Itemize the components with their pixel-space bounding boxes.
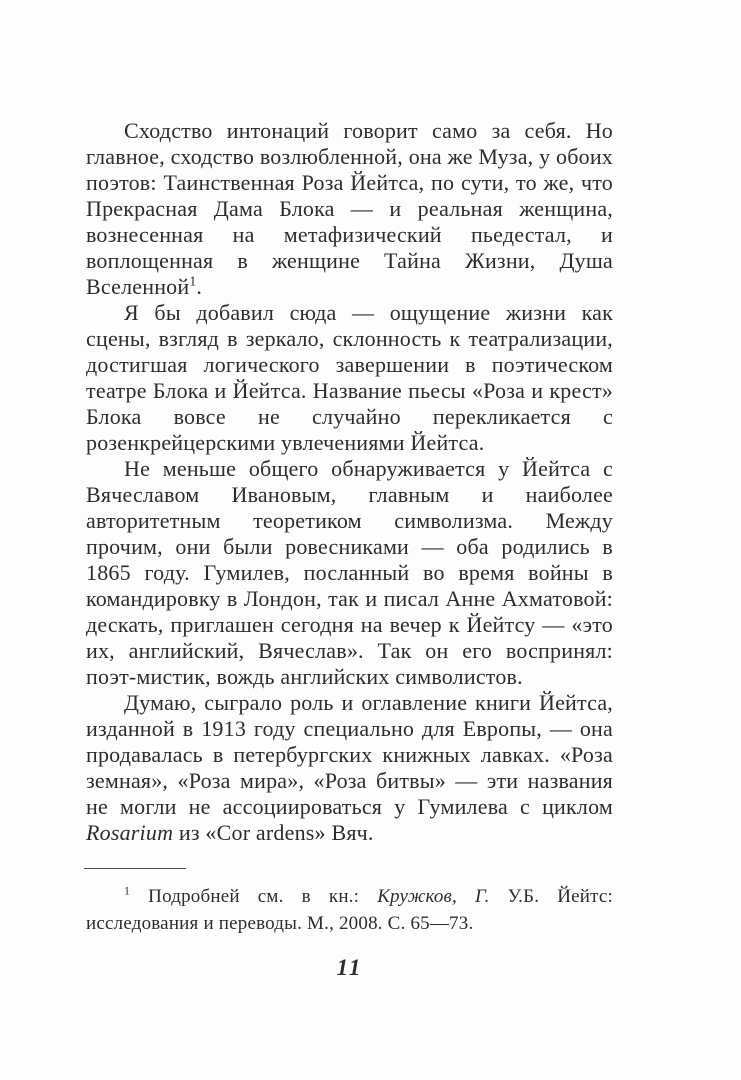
page-body-text [86,118,613,846]
paragraph [86,300,613,456]
text-run: Думаю, сыграло роль и оглавление книги Йейтса, изданной в 1913 году специально для Европы, — она продавалась в петербургских книжных лавках. «Роза земная», «Роза мира», «Роза битвы» — эти названия не могли не ассоциироваться у Гумилева с циклом [86,690,613,819]
text-run: Rosarium [86,820,174,845]
text-run: Кружков, Г. [377,886,490,907]
footnote-reference: 1 [189,273,197,289]
text-run: У.Б. Йейтс: исследования и переводы. М., 2008. С. 65—73. [86,886,613,934]
page-number: 11 [336,955,363,980]
text-run: Подробней см. в кн.: [130,886,378,907]
text-run: Не меньше общего обнаруживается у Йейтса с Вячеславом Ивановым, главным и наиболее авторитетным теоретиком символизма. Между прочим, они были ровесниками — оба родились в 1865 году. Гумилев, посланный во время войны в командировку в Лондон, так и писал Анне Ахматовой: дескать, приглашен сегодня на вечер к Йейтсу — «это их, английский, Вячеслав». Так он его воспринял: поэт-мистик, вождь английских символистов. [86,456,613,689]
text-run: Я бы добавил сюда — ощущение жизни как сцены, взгляд в зеркало, склонность к театрализации, достигшая логического завершении в поэтическом театре Блока и Йейтса. Название пьесы «Роза и крест» Блока вовсе не случайно перекликается с розенкрейцерскими увлечениями Йейтса. [86,300,613,455]
paragraph [86,456,613,690]
paragraph [86,118,613,300]
footnote-divider [84,868,186,869]
text-run: Сходство интонаций говорит само за себя. Но главное, сходство возлюбленной, она же Муза, у обоих поэтов: Таинственная Роза Йейтса, по сути, то же, что Прекрасная Дама Блока — и реальная женщина, вознесенная на метафизический пьедестал, и воплощенная в женщине Тайна Жизни, Душа Вселенной [86,118,613,299]
paragraph [86,690,613,846]
text-run: из «Cor ardens» Вяч. [173,820,374,845]
text-run: . [196,274,203,299]
footnote-reference: 1 [124,884,131,898]
footnote [86,883,613,937]
